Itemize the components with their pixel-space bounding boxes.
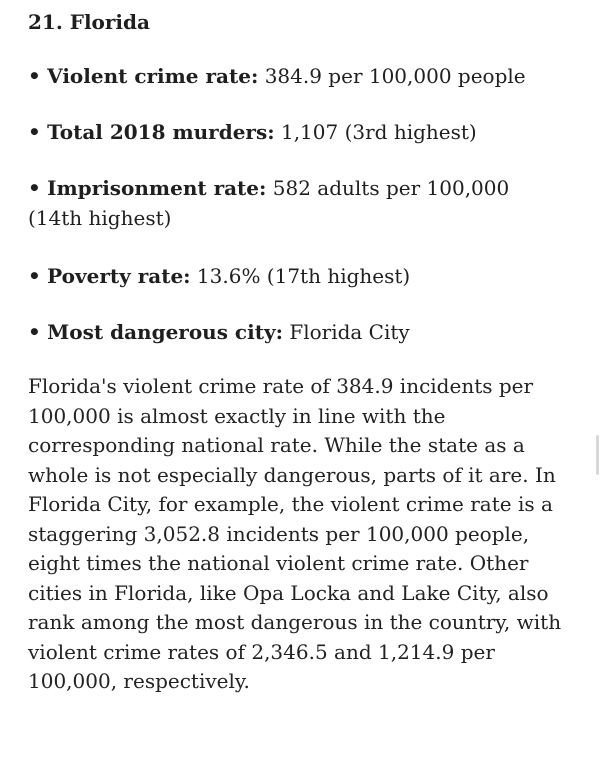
fact-value: 582 adults per 100,000 (14th highest) <box>28 176 510 230</box>
bullet-icon: • <box>28 176 41 200</box>
fact-label: Most dangerous city: <box>47 320 283 344</box>
fact-label: Violent crime rate: <box>47 64 259 88</box>
scrollbar-thumb[interactable] <box>596 435 599 475</box>
fact-most-dangerous-city <box>28 317 568 347</box>
fact-label: Imprisonment rate: <box>47 176 267 200</box>
fact-label: Poverty rate: <box>47 264 191 288</box>
fact-value: 13.6% (17th highest) <box>196 264 411 288</box>
fact-value: 384.9 per 100,000 people <box>264 64 526 88</box>
body-paragraph: Florida's violent crime rate of 384.9 incidents per 100,000 is almost exactly in line with the corresponding national rate. While the state as a whole is not especially dangerous, parts of it are. In Florida City, for example, the violent crime rate is a staggering 3,052.8 incidents per 100,000 people, eight times the national violent crime rate. Other cities in Florida, like Opa Locka and Lake City, also rank among the most dangerous in the country, with violent crime rates of 2,346.5 and 1,214.9 per 100,000, respectively. <box>28 374 562 693</box>
bullet-icon: • <box>28 320 41 344</box>
fact-imprisonment-rate <box>28 173 568 233</box>
bullet-icon: • <box>28 120 41 144</box>
fact-poverty-rate <box>28 261 568 291</box>
section-heading: 21. Florida <box>28 10 150 34</box>
bullet-icon: • <box>28 64 41 88</box>
fact-total-murders <box>28 117 568 147</box>
bullet-icon: • <box>28 264 41 288</box>
fact-value: 1,107 (3rd highest) <box>280 120 477 144</box>
fact-value: Florida City <box>289 320 410 344</box>
fact-violent-crime-rate <box>28 61 568 91</box>
fact-label: Total 2018 murders: <box>47 120 275 144</box>
